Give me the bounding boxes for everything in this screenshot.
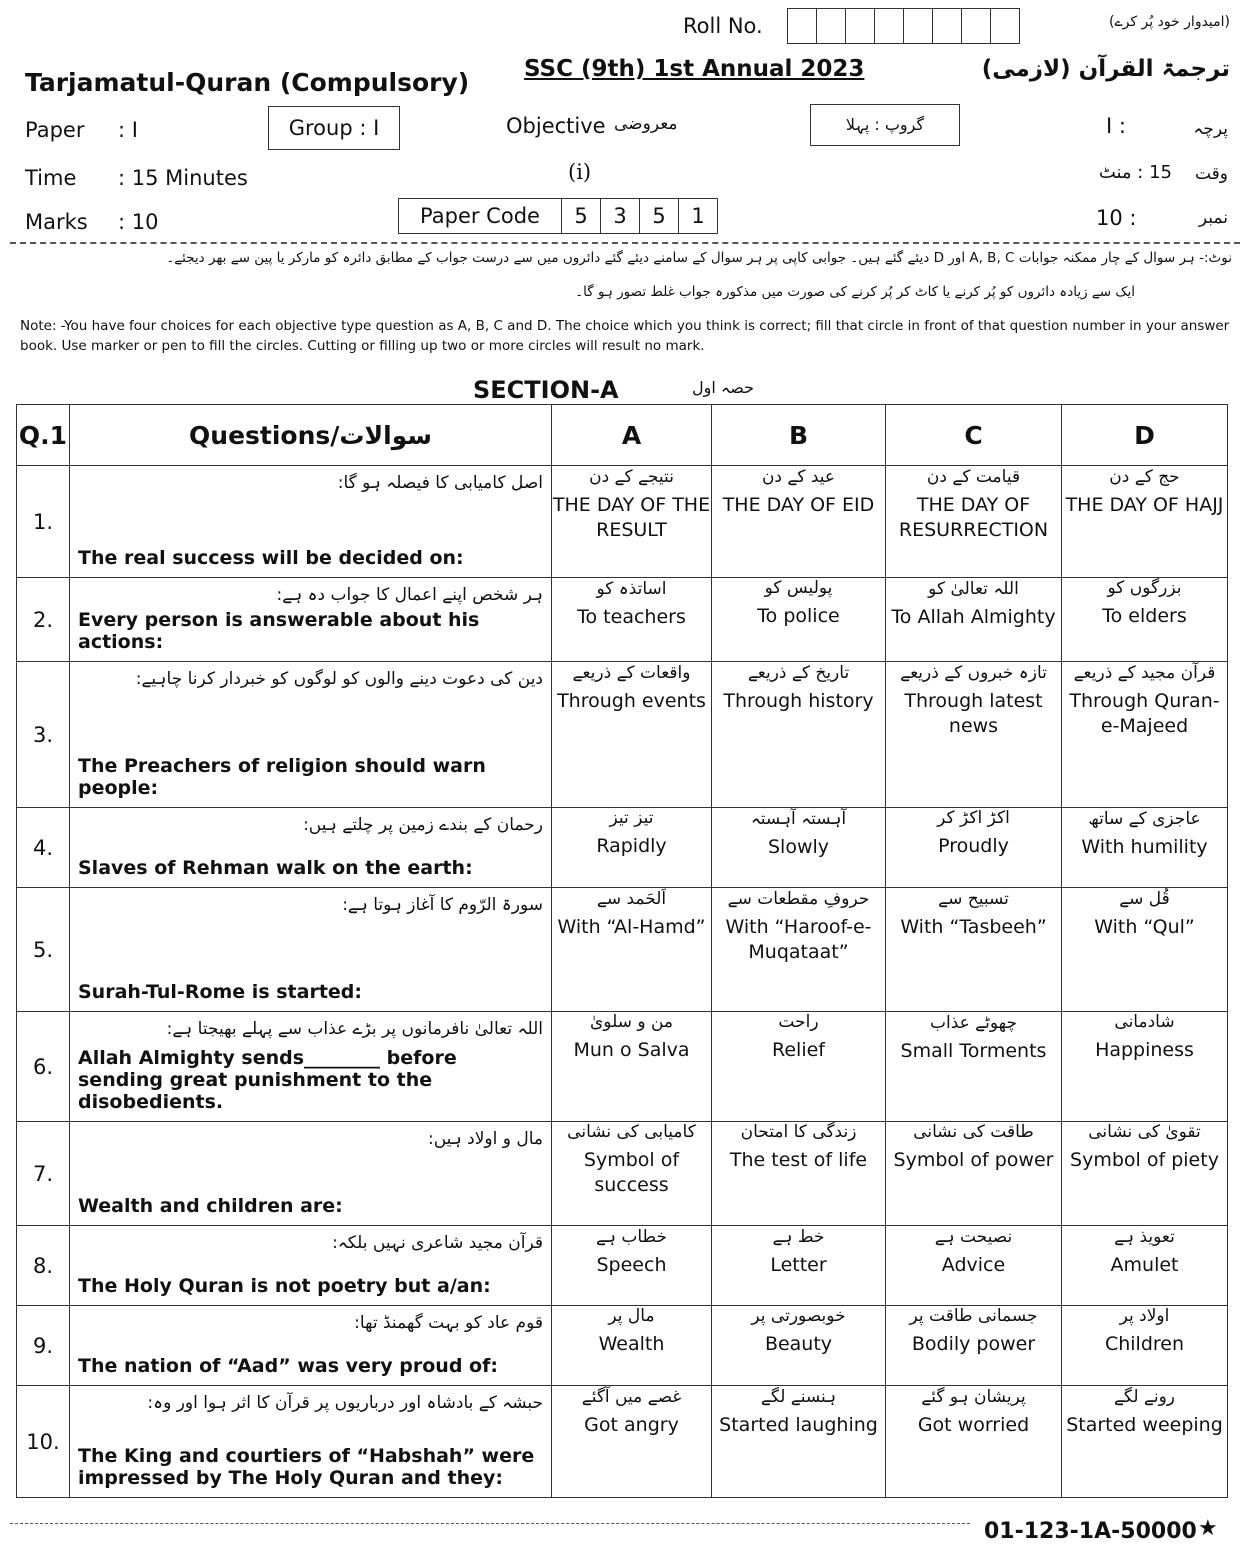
roll-box[interactable] xyxy=(990,8,1020,44)
option-a[interactable] xyxy=(552,888,712,1012)
question-number: 1. xyxy=(17,466,70,578)
question-number: 7. xyxy=(17,1122,70,1226)
option-d-english: Symbol of piety xyxy=(1070,1149,1219,1171)
option-d-urdu: عاجزی کے ساتھ xyxy=(1088,809,1201,829)
option-d[interactable] xyxy=(1062,1226,1228,1306)
option-d[interactable] xyxy=(1062,1306,1228,1386)
option-a-urdu: تیز تیز xyxy=(609,808,654,828)
option-a-english: Through events xyxy=(557,690,706,712)
option-a[interactable] xyxy=(552,1012,712,1122)
option-a-english: Symbol of success xyxy=(583,1149,680,1196)
exam-title: SSC (9th) 1st Annual 2023 xyxy=(524,56,865,82)
paper-code xyxy=(398,198,718,234)
option-d[interactable] xyxy=(1062,1012,1228,1122)
question-row xyxy=(17,466,1228,578)
question-english: Wealth and children are: xyxy=(78,1195,343,1217)
option-d-english: To elders xyxy=(1102,605,1187,627)
question-row xyxy=(17,1226,1228,1306)
question-row xyxy=(17,1386,1228,1498)
question-number: 8. xyxy=(17,1226,70,1306)
paper-value-urdu: I : xyxy=(1106,114,1126,138)
paper-label-urdu: پرچہ xyxy=(1193,119,1228,139)
option-a-english: Mun o Salva xyxy=(573,1039,690,1061)
option-b-english: The test of life xyxy=(729,1149,868,1171)
question-english: The Preachers of religion should warn people: xyxy=(78,755,486,799)
option-b-urdu: راحت xyxy=(778,1012,819,1032)
footer-code: 01-123-1A-50000 xyxy=(984,1519,1197,1544)
option-d-urdu: شادمانی xyxy=(1114,1012,1175,1032)
question-english: Every person is answerable about his actions: xyxy=(78,609,480,653)
roll-box[interactable] xyxy=(961,8,991,44)
option-c[interactable] xyxy=(886,1012,1062,1122)
option-d[interactable] xyxy=(1062,1122,1228,1226)
question-urdu: حبشہ کے بادشاہ اور درباریوں پر قرآن کا اثر ہوا اور وہ: xyxy=(147,1393,543,1413)
col-b: B xyxy=(712,405,886,466)
option-c[interactable] xyxy=(886,1226,1062,1306)
marks-label-urdu: نمبر xyxy=(1198,208,1228,228)
roll-box[interactable] xyxy=(845,8,875,44)
option-d[interactable] xyxy=(1062,1386,1228,1498)
group-box-urdu: گروپ : پہلا xyxy=(810,104,960,146)
question-english: The Holy Quran is not poetry but a/an: xyxy=(78,1275,491,1297)
option-d-urdu: حج کے دن xyxy=(1109,467,1180,487)
option-a-urdu: اساتذہ کو xyxy=(596,579,667,599)
option-b-urdu: ہنسنے لگے xyxy=(760,1387,837,1407)
question-urdu: اصل کامیابی کا فیصلہ ہو گا: xyxy=(337,473,543,493)
col-q: Q.1 xyxy=(17,405,70,466)
option-b-english: With “Haroof-e-Muqataat” xyxy=(725,916,872,963)
group-box: Group : I xyxy=(268,106,400,150)
option-a-urdu: اَلحَمد سے xyxy=(596,889,667,909)
option-c[interactable] xyxy=(886,662,1062,808)
question-number: 2. xyxy=(17,578,70,662)
col-a: A xyxy=(552,405,712,466)
section-title-urdu: حصہ اول xyxy=(692,378,755,397)
option-a[interactable] xyxy=(552,578,712,662)
question-row xyxy=(17,1122,1228,1226)
question-row xyxy=(17,1306,1228,1386)
option-c-urdu: اللہ تعالیٰ کو xyxy=(928,579,1019,599)
note-urdu-line2: ایک سے زیادہ دائروں کو پُر کرنے یا کاٹ کر پُر کرنے کی صورت میں مذکورہ جواب غلط تصور ہو گا۔ xyxy=(575,284,1135,300)
option-c-english: Bodily power xyxy=(911,1333,1036,1355)
paper-code-digit: 5 xyxy=(561,199,600,233)
option-a-urdu: خطاب ہے xyxy=(596,1227,667,1247)
option-c-english: Symbol of power xyxy=(893,1149,1054,1171)
option-c-english: Proudly xyxy=(938,835,1009,857)
option-b-urdu: آہستہ آہستہ xyxy=(750,809,847,829)
option-b[interactable] xyxy=(712,888,886,1012)
option-c[interactable] xyxy=(886,808,1062,888)
col-questions: Questions/سوالات xyxy=(70,405,552,466)
option-c[interactable] xyxy=(886,1306,1062,1386)
marks-value: : 10 xyxy=(118,210,159,234)
option-b-urdu: خوبصورتی پر xyxy=(751,1306,846,1326)
option-b[interactable] xyxy=(712,1012,886,1122)
option-c[interactable] xyxy=(886,466,1062,578)
marks-value-urdu: 10 : xyxy=(1096,206,1137,230)
option-c-english: Small Torments xyxy=(900,1040,1047,1062)
option-d[interactable] xyxy=(1062,466,1228,578)
option-c[interactable] xyxy=(886,888,1062,1012)
option-b-urdu: پولیس کو xyxy=(764,578,833,598)
question-number: 9. xyxy=(17,1306,70,1386)
roll-box[interactable] xyxy=(816,8,846,44)
time-value: : 15 Minutes xyxy=(118,166,248,190)
option-a-english: Wealth xyxy=(598,1333,665,1355)
option-b-urdu: زندگی کا امتحان xyxy=(740,1122,857,1142)
question-urdu: اللہ تعالیٰ نافرمانوں پر بڑے عذاب سے پہلے بھیجتا ہے: xyxy=(166,1019,543,1039)
star-icon: ★ xyxy=(1198,1516,1218,1541)
option-c-urdu: قیامت کے دن xyxy=(926,467,1021,487)
option-d-english: THE DAY OF HAJJ xyxy=(1065,494,1224,516)
option-b[interactable] xyxy=(712,1306,886,1386)
option-c-english: THE DAY OF RESURRECTION xyxy=(898,494,1049,541)
subject-title-en: Tarjamatul-Quran (Compulsory) xyxy=(25,68,470,97)
question-english: The King and courtiers of “Habshah” were impressed by The Holy Quran and they: xyxy=(78,1445,535,1489)
section-title: SECTION-A xyxy=(473,376,619,404)
paper-code-digit: 1 xyxy=(678,199,717,233)
option-c-urdu: اکڑ اکڑ کر xyxy=(937,808,1010,828)
roll-label: Roll No. xyxy=(683,14,763,38)
option-a-english: Got angry xyxy=(584,1414,679,1436)
option-d-english: Started weeping xyxy=(1066,1414,1223,1436)
time-label-urdu: وقت xyxy=(1194,164,1228,184)
option-b-english: Slowly xyxy=(767,836,830,858)
paper-value: : I xyxy=(118,118,138,142)
question-cell xyxy=(70,466,552,578)
time-label: Time xyxy=(25,166,77,190)
option-b[interactable] xyxy=(712,1122,886,1226)
page-marker: (i) xyxy=(568,160,592,184)
question-urdu: دین کی دعوت دینے والوں کو لوگوں کو خبردار کرنا چاہیے: xyxy=(135,669,543,689)
question-number: 10. xyxy=(17,1386,70,1498)
objective-label: Objective xyxy=(506,114,606,138)
option-c-urdu: پریشان ہو گئے xyxy=(921,1387,1026,1407)
option-d-english: With humility xyxy=(1081,836,1208,858)
question-cell xyxy=(70,1386,552,1498)
objective-urdu: معروضی xyxy=(614,114,678,134)
question-row xyxy=(17,808,1228,888)
question-number: 4. xyxy=(17,808,70,888)
questions-table xyxy=(16,404,1228,1498)
marks-label: Marks xyxy=(25,210,88,234)
paper-code-digit: 5 xyxy=(639,199,678,233)
option-d-english: Children xyxy=(1104,1333,1185,1355)
option-c-english: Advice xyxy=(941,1254,1006,1276)
option-c-urdu: تازہ خبروں کے ذریعے xyxy=(900,663,1047,683)
paper-code-label: Paper Code xyxy=(420,204,540,228)
option-a-urdu: نتیجے کے دن xyxy=(589,467,674,487)
question-cell xyxy=(70,1122,552,1226)
option-d-urdu: رونے لگے xyxy=(1113,1387,1176,1407)
footer-rule xyxy=(10,1523,970,1524)
option-a[interactable] xyxy=(552,1306,712,1386)
option-c-urdu: نصیحت ہے xyxy=(934,1227,1013,1247)
option-d[interactable] xyxy=(1062,662,1228,808)
note-urdu-line1: نوٹ:- ہر سوال کے چار ممکنہ جوابات A, B, C اور D دیئے گئے ہیں۔ جوابی کاپی پر ہر سوال کے سامنے دیئے گئے دائروں میں سے درست جواب کے مطابق دائرہ کو مارکر یا پین سے بھر دیجئے۔ xyxy=(166,250,1232,266)
option-c-urdu: جسمانی طاقت پر xyxy=(909,1306,1038,1326)
question-english: Allah Almighty sends________ before sending great punishment to the disobedients. xyxy=(78,1047,457,1113)
option-a-urdu: واقعات کے ذریعے xyxy=(572,663,691,683)
option-d-urdu: تعویذ ہے xyxy=(1114,1227,1175,1247)
option-d[interactable] xyxy=(1062,808,1228,888)
option-c[interactable] xyxy=(886,1386,1062,1498)
option-c-english: Got worried xyxy=(917,1414,1030,1436)
subject-title-ur: ترجمۃ القرآن (لازمی) xyxy=(981,56,1230,82)
option-a-english: With “Al-Hamd” xyxy=(557,916,706,938)
roll-number-boxes[interactable] xyxy=(788,8,1020,44)
question-number: 6. xyxy=(17,1012,70,1122)
roll-box[interactable] xyxy=(874,8,904,44)
question-urdu: قوم عاد کو بہت گھمنڈ تھا: xyxy=(354,1313,543,1333)
option-d-english: With “Qul” xyxy=(1094,916,1195,938)
question-cell xyxy=(70,578,552,662)
question-urdu: رحمان کے بندے زمین پر چلتے ہیں: xyxy=(303,815,543,835)
question-urdu: قرآن مجید شاعری نہیں بلکہ: xyxy=(332,1233,543,1253)
option-b-urdu: عید کے دن xyxy=(761,467,836,487)
option-b-english: Relief xyxy=(772,1039,825,1061)
option-b-urdu: حروفِ مقطعات سے xyxy=(727,889,870,909)
roll-note-urdu: (امیدوار خود پُر کرے) xyxy=(1109,14,1230,30)
col-d: D xyxy=(1062,405,1228,466)
option-c-english: Through latest news xyxy=(904,690,1043,737)
option-d-english: Through Quran-e-Majeed xyxy=(1069,690,1220,737)
roll-box[interactable] xyxy=(787,8,817,44)
question-row xyxy=(17,578,1228,662)
col-c: C xyxy=(886,405,1062,466)
option-d[interactable] xyxy=(1062,578,1228,662)
paper-code-digit: 3 xyxy=(600,199,639,233)
option-b-english: Started laughing xyxy=(719,1414,878,1436)
question-cell xyxy=(70,1012,552,1122)
option-b-english: Through history xyxy=(723,690,874,712)
option-a[interactable] xyxy=(552,466,712,578)
option-a-english: Rapidly xyxy=(596,835,667,857)
question-number: 5. xyxy=(17,888,70,1012)
option-c-urdu: طاقت کی نشانی xyxy=(913,1122,1034,1142)
note-english: Note: -You have four choices for each objective type question as A, B, C and D. The choice which you think is correct; fill that circle in front of that question number in your answer book. Use marker or pen to fill the circles. Cutting or filling up two or more circles will result no mark. xyxy=(20,318,1230,354)
option-b[interactable] xyxy=(712,1226,886,1306)
option-d-urdu: بزرگوں کو xyxy=(1107,578,1182,598)
option-b[interactable] xyxy=(712,662,886,808)
option-d[interactable] xyxy=(1062,888,1228,1012)
question-cell xyxy=(70,1226,552,1306)
question-cell xyxy=(70,888,552,1012)
option-d-urdu: اولاد پر xyxy=(1119,1306,1170,1326)
option-a[interactable] xyxy=(552,1226,712,1306)
option-b[interactable] xyxy=(712,466,886,578)
option-c[interactable] xyxy=(886,1122,1062,1226)
option-a[interactable] xyxy=(552,1122,712,1226)
question-urdu: مال و اولاد ہیں: xyxy=(427,1129,543,1149)
option-b[interactable] xyxy=(712,1386,886,1498)
option-a-urdu: کامیابی کی نشانی xyxy=(567,1122,696,1142)
question-row xyxy=(17,1012,1228,1122)
option-b-urdu: خط ہے xyxy=(772,1227,825,1247)
question-cell xyxy=(70,808,552,888)
table-header-row xyxy=(17,405,1228,466)
option-c[interactable] xyxy=(886,578,1062,662)
option-b-english: To police xyxy=(757,605,840,627)
option-a[interactable] xyxy=(552,1386,712,1498)
roll-box[interactable] xyxy=(932,8,962,44)
option-c-english: To Allah Almighty xyxy=(891,606,1056,628)
question-cell xyxy=(70,662,552,808)
option-a-urdu: من و سلویٰ xyxy=(589,1012,674,1032)
option-a[interactable] xyxy=(552,808,712,888)
paper-label: Paper xyxy=(25,118,85,142)
question-english: Surah-Tul-Rome is started: xyxy=(78,981,362,1003)
option-a-urdu: غصے میں آگئے xyxy=(581,1387,682,1407)
option-c-urdu: تسبیح سے xyxy=(938,889,1009,909)
question-row xyxy=(17,888,1228,1012)
question-urdu: سورۃ الرّوم کا آغاز ہوتا ہے: xyxy=(342,895,543,915)
option-d-urdu: قُل سے xyxy=(1119,889,1170,909)
question-english: The real success will be decided on: xyxy=(78,547,464,569)
option-b[interactable] xyxy=(712,808,886,888)
option-a-english: THE DAY OF THE RESULT xyxy=(552,494,711,541)
option-a-english: To teachers xyxy=(577,606,686,628)
question-cell xyxy=(70,1306,552,1386)
question-row xyxy=(17,662,1228,808)
option-d-urdu: قرآن مجید کے ذریعے xyxy=(1073,663,1216,683)
option-b-urdu: تاریخ کے ذریعے xyxy=(747,663,850,683)
question-number: 3. xyxy=(17,662,70,808)
option-b-english: Beauty xyxy=(764,1333,833,1355)
option-d-english: Amulet xyxy=(1110,1254,1179,1276)
question-urdu: ہر شخص اپنے اعمال کا جواب دہ ہے: xyxy=(276,585,543,605)
option-d-english: Happiness xyxy=(1095,1039,1194,1061)
roll-box[interactable] xyxy=(903,8,933,44)
option-c-english: With “Tasbeeh” xyxy=(900,916,1047,938)
header-rule xyxy=(10,242,1240,244)
option-a[interactable] xyxy=(552,662,712,808)
option-b-english: Letter xyxy=(770,1254,827,1276)
question-english: The nation of “Aad” was very proud of: xyxy=(78,1355,498,1377)
time-value-urdu: 15 : منٹ xyxy=(1098,162,1172,183)
option-a-english: Speech xyxy=(596,1254,667,1276)
option-b[interactable] xyxy=(712,578,886,662)
option-b-english: THE DAY OF EID xyxy=(722,494,875,516)
question-english: Slaves of Rehman walk on the earth: xyxy=(78,857,473,879)
option-c-urdu: چھوٹے عذاب xyxy=(929,1013,1018,1033)
option-d-urdu: تقویٰ کی نشانی xyxy=(1088,1122,1201,1142)
option-a-urdu: مال پر xyxy=(608,1306,655,1326)
